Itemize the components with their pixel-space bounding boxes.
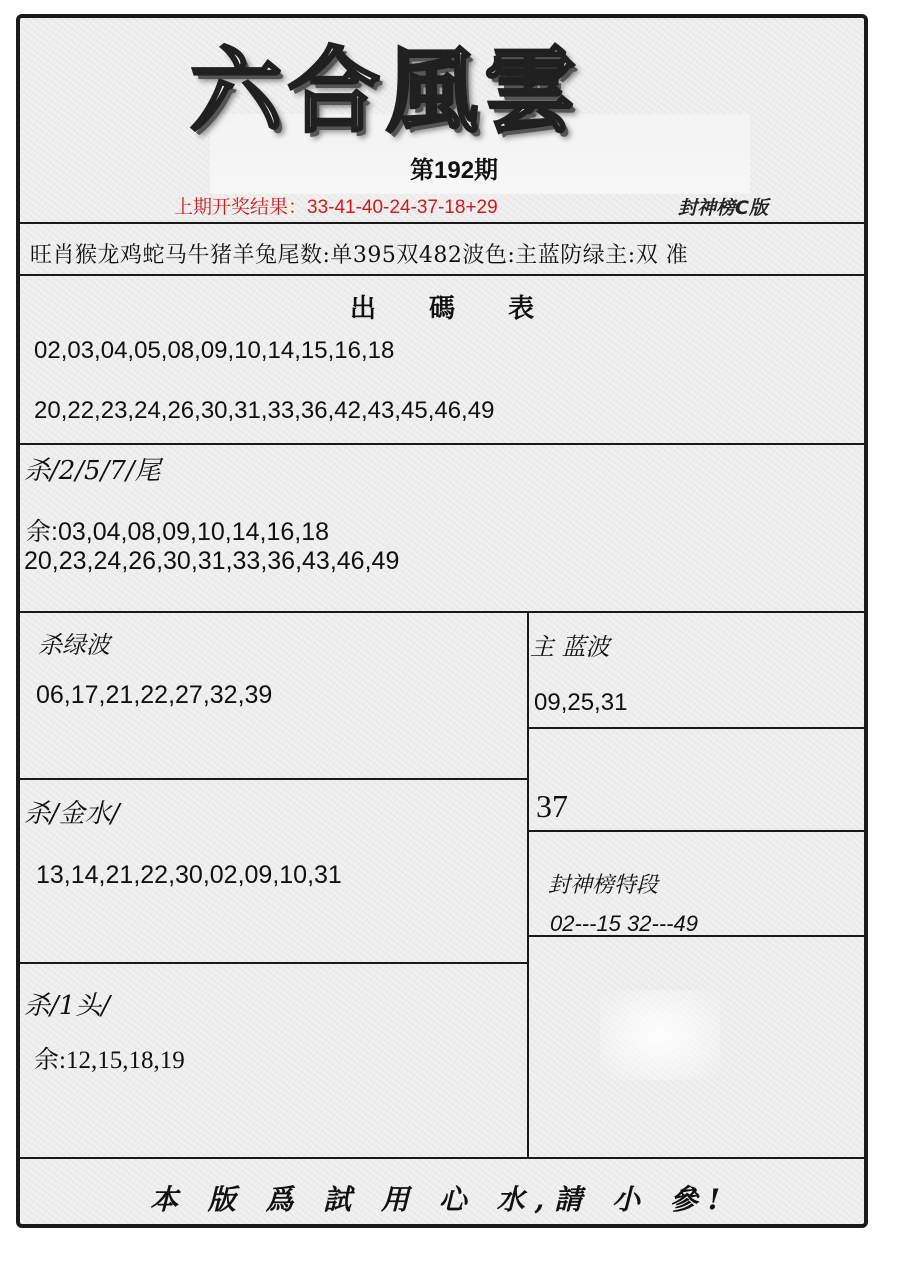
main-blue-label: 主 蓝波 [530, 633, 610, 661]
chart-table-line-2: 20,22,23,24,26,30,31,33,36,42,43,45,46,49 [34, 397, 495, 424]
kill-tail-line-1: 余:03,04,08,09,10,14,16,18 [26, 518, 330, 546]
divider-footer [20, 1157, 866, 1159]
divider-info [20, 274, 866, 276]
kill-green-numbers: 06,17,21,22,27,32,39 [36, 681, 273, 709]
kill-tail-label: 杀/2/5/7/尾 [24, 456, 161, 486]
chart-table-heading: 出 碼 表 [350, 294, 557, 324]
kill-tail-line-2: 20,23,24,26,30,31,33,36,43,46,49 [24, 547, 400, 575]
page-title: 六合風雲 [190, 37, 583, 145]
last-draw-result: 上期开奖结果：33-41-40-24-37-18+29 [174, 197, 498, 218]
divider-kill-tail [20, 611, 866, 613]
column-divider [527, 611, 529, 1159]
footer-note: 本 版 爲 試 用 心 水,請 小 參! [150, 1183, 731, 1216]
kill-gold-water-numbers: 13,14,21,22,30,02,09,10,31 [36, 861, 342, 889]
divider-table [20, 443, 866, 445]
kill-head-label: 杀/1头/ [24, 991, 111, 1021]
issue-number: 第192期 [410, 157, 499, 184]
kill-green-label: 杀绿波 [38, 631, 110, 659]
divider-right-2 [528, 830, 866, 832]
special-section-label: 封神榜特段 [548, 873, 659, 898]
edition-label: 封神榜C版 [678, 197, 768, 219]
chart-table-line-1: 02,03,04,05,08,09,10,14,15,16,18 [34, 337, 395, 364]
main-blue-numbers: 09,25,31 [534, 689, 628, 716]
divider-header [20, 222, 866, 224]
kill-head-numbers: 余:12,15,18,19 [34, 1047, 185, 1074]
divider-right-1 [528, 727, 866, 729]
divider-left-2 [20, 962, 528, 964]
blurred-patch [600, 990, 720, 1080]
zodiac-info-line: 旺肖猴龙鸡蛇马牛猪羊兔尾数:单395双482波色:主蓝防绿主:双 准 [30, 243, 689, 268]
divider-left-1 [20, 778, 528, 780]
kill-gold-water-label: 杀/金水/ [24, 799, 120, 829]
special-section-range: 02---15 32---49 [550, 911, 698, 936]
single-pick-number: 37 [536, 788, 568, 824]
